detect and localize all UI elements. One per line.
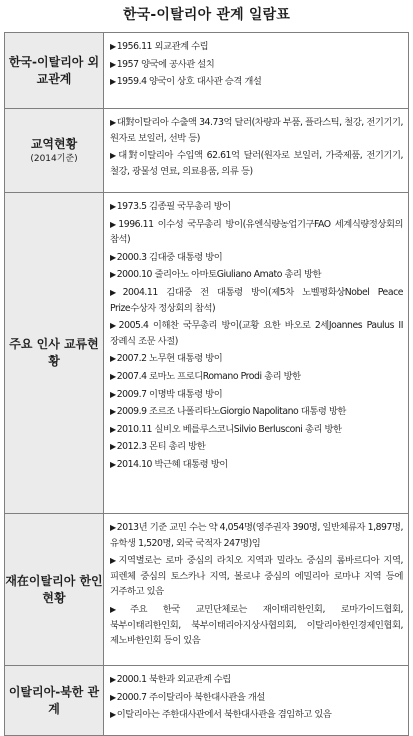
page-title: 한국-이탈리아 관계 일람표 bbox=[122, 7, 291, 23]
list-item: ▶ 1959.4 양국이 상호 대사관 승격 개설 bbox=[110, 74, 403, 90]
list-item: ▶ 2000.7 주이탈리아 북한대사관을 개설 bbox=[110, 690, 403, 706]
relations-table bbox=[4, 32, 409, 736]
list-item: ▶ 2009.9 조르조 나폴리타노Giorgio Napolitano 대통령 방한 bbox=[110, 404, 403, 420]
table-row bbox=[5, 666, 409, 736]
list-item: ▶ 2004.11 김대중 전 대통령 방이(제5차 노벨평화상Nobel Peace Prize수상자 정상회의 참석) bbox=[110, 285, 403, 316]
list-item: ▶ 2007.2 노무현 대통령 방이 bbox=[110, 351, 403, 367]
row-label-text: 주요 인사 교류현황 bbox=[9, 337, 99, 368]
row-label-text: 한국-이탈리아 외교관계 bbox=[8, 54, 100, 86]
list-item: ▶ 2000.10 줄리아노 아마토Giuliano Amato 총리 방한 bbox=[110, 267, 403, 283]
list-item: ▶ 2009.7 이명박 대통령 방이 bbox=[110, 387, 403, 403]
table-row bbox=[5, 514, 409, 666]
list-item: ▶ 주요 한국 교민단체로는 재이태리한인회, 로마가이드협회, 북부이태리한인회, 북부이태리아지상사협의회, 이탈리아한인경제인협회, 제노바한인회 등이 있음 bbox=[110, 602, 403, 649]
row-label-exchanges bbox=[5, 193, 104, 514]
list-item: ▶ 2000.1 북한과 외교관계 수립 bbox=[110, 672, 403, 688]
list-item: ▶ 2010.11 실비오 베를루스코니Silvio Berlusconi 총리 방한 bbox=[110, 422, 403, 438]
list-item: ▶ 대對이탈리아 수출액 34.73억 달러(차량과 부품, 플라스틱, 철강, 전기기기, 원자로 보일러, 선박 등) bbox=[110, 115, 403, 146]
row-label-text: 교역현황 bbox=[30, 136, 78, 151]
list-item: ▶ 1957 양국에 공사관 설치 bbox=[110, 57, 403, 73]
row-content-koreans bbox=[104, 514, 409, 666]
list-item: ▶ 2013년 기준 교민 수는 약 4,054명(영주권자 390명, 일반체류자 1,897명, 유학생 1,520명, 외국 국적자 247명)임 bbox=[110, 520, 403, 551]
list-item: ▶ 2005.4 이해찬 국무총리 방이(교황 요한 바오로 2세Joannes Paulus II 장례식 조문 사절) bbox=[110, 318, 403, 349]
list-item: ▶ 2012.3 몬티 총리 방한 bbox=[110, 439, 403, 455]
list-item: ▶ 1996.11 이수성 국무총리 방이(유엔식량농업기구FAO 세계식량정상회의 참석) bbox=[110, 217, 403, 248]
row-content-exchanges bbox=[104, 193, 409, 514]
list-item: ▶ 2000.3 김대중 대통령 방이 bbox=[110, 250, 403, 266]
list-item: ▶ 1956.11 외교관계 수립 bbox=[110, 39, 403, 55]
table-row bbox=[5, 193, 409, 514]
row-content-north-korea bbox=[104, 666, 409, 736]
list-item: ▶ 2007.4 로마노 프로디Romano Prodi 총리 방한 bbox=[110, 369, 403, 385]
list-item: ▶ 대對이탈리아 수입액 62.61억 달러(원자로 보일러, 가죽제품, 전기기기, 철강, 광물성 연료, 의료용품, 의류 등) bbox=[110, 148, 403, 179]
row-label-text: 이탈리아-북한 관계 bbox=[8, 684, 100, 716]
list-item: ▶ 2014.10 박근혜 대통령 방이 bbox=[110, 457, 403, 473]
row-label-text: 재在이탈리아 한인 현황 bbox=[5, 573, 103, 605]
row-label-koreans bbox=[5, 514, 104, 666]
list-item: ▶ 지역별로는 로마 중심의 라치오 지역과 밀라노 중심의 롬바르디아 지역, 피렌체 중심의 토스카나 지역, 볼로냐 중심의 에밀리아 로마냐 지역 등에 거주하고 있음 bbox=[110, 553, 403, 600]
row-label-north-korea bbox=[5, 666, 104, 736]
row-content-trade bbox=[104, 109, 409, 193]
row-content-diplomatic bbox=[104, 33, 409, 109]
list-item: ▶ 이탈리아는 주한대사관에서 북한대사관을 겸임하고 있음 bbox=[110, 707, 403, 723]
row-sublabel: (2014기준) bbox=[30, 153, 78, 164]
row-label-diplomatic bbox=[5, 33, 104, 109]
table-row bbox=[5, 109, 409, 193]
table-row bbox=[5, 33, 409, 109]
row-label-trade bbox=[5, 109, 104, 193]
list-item: ▶ 1973.5 김종필 국무총리 방이 bbox=[110, 199, 403, 215]
